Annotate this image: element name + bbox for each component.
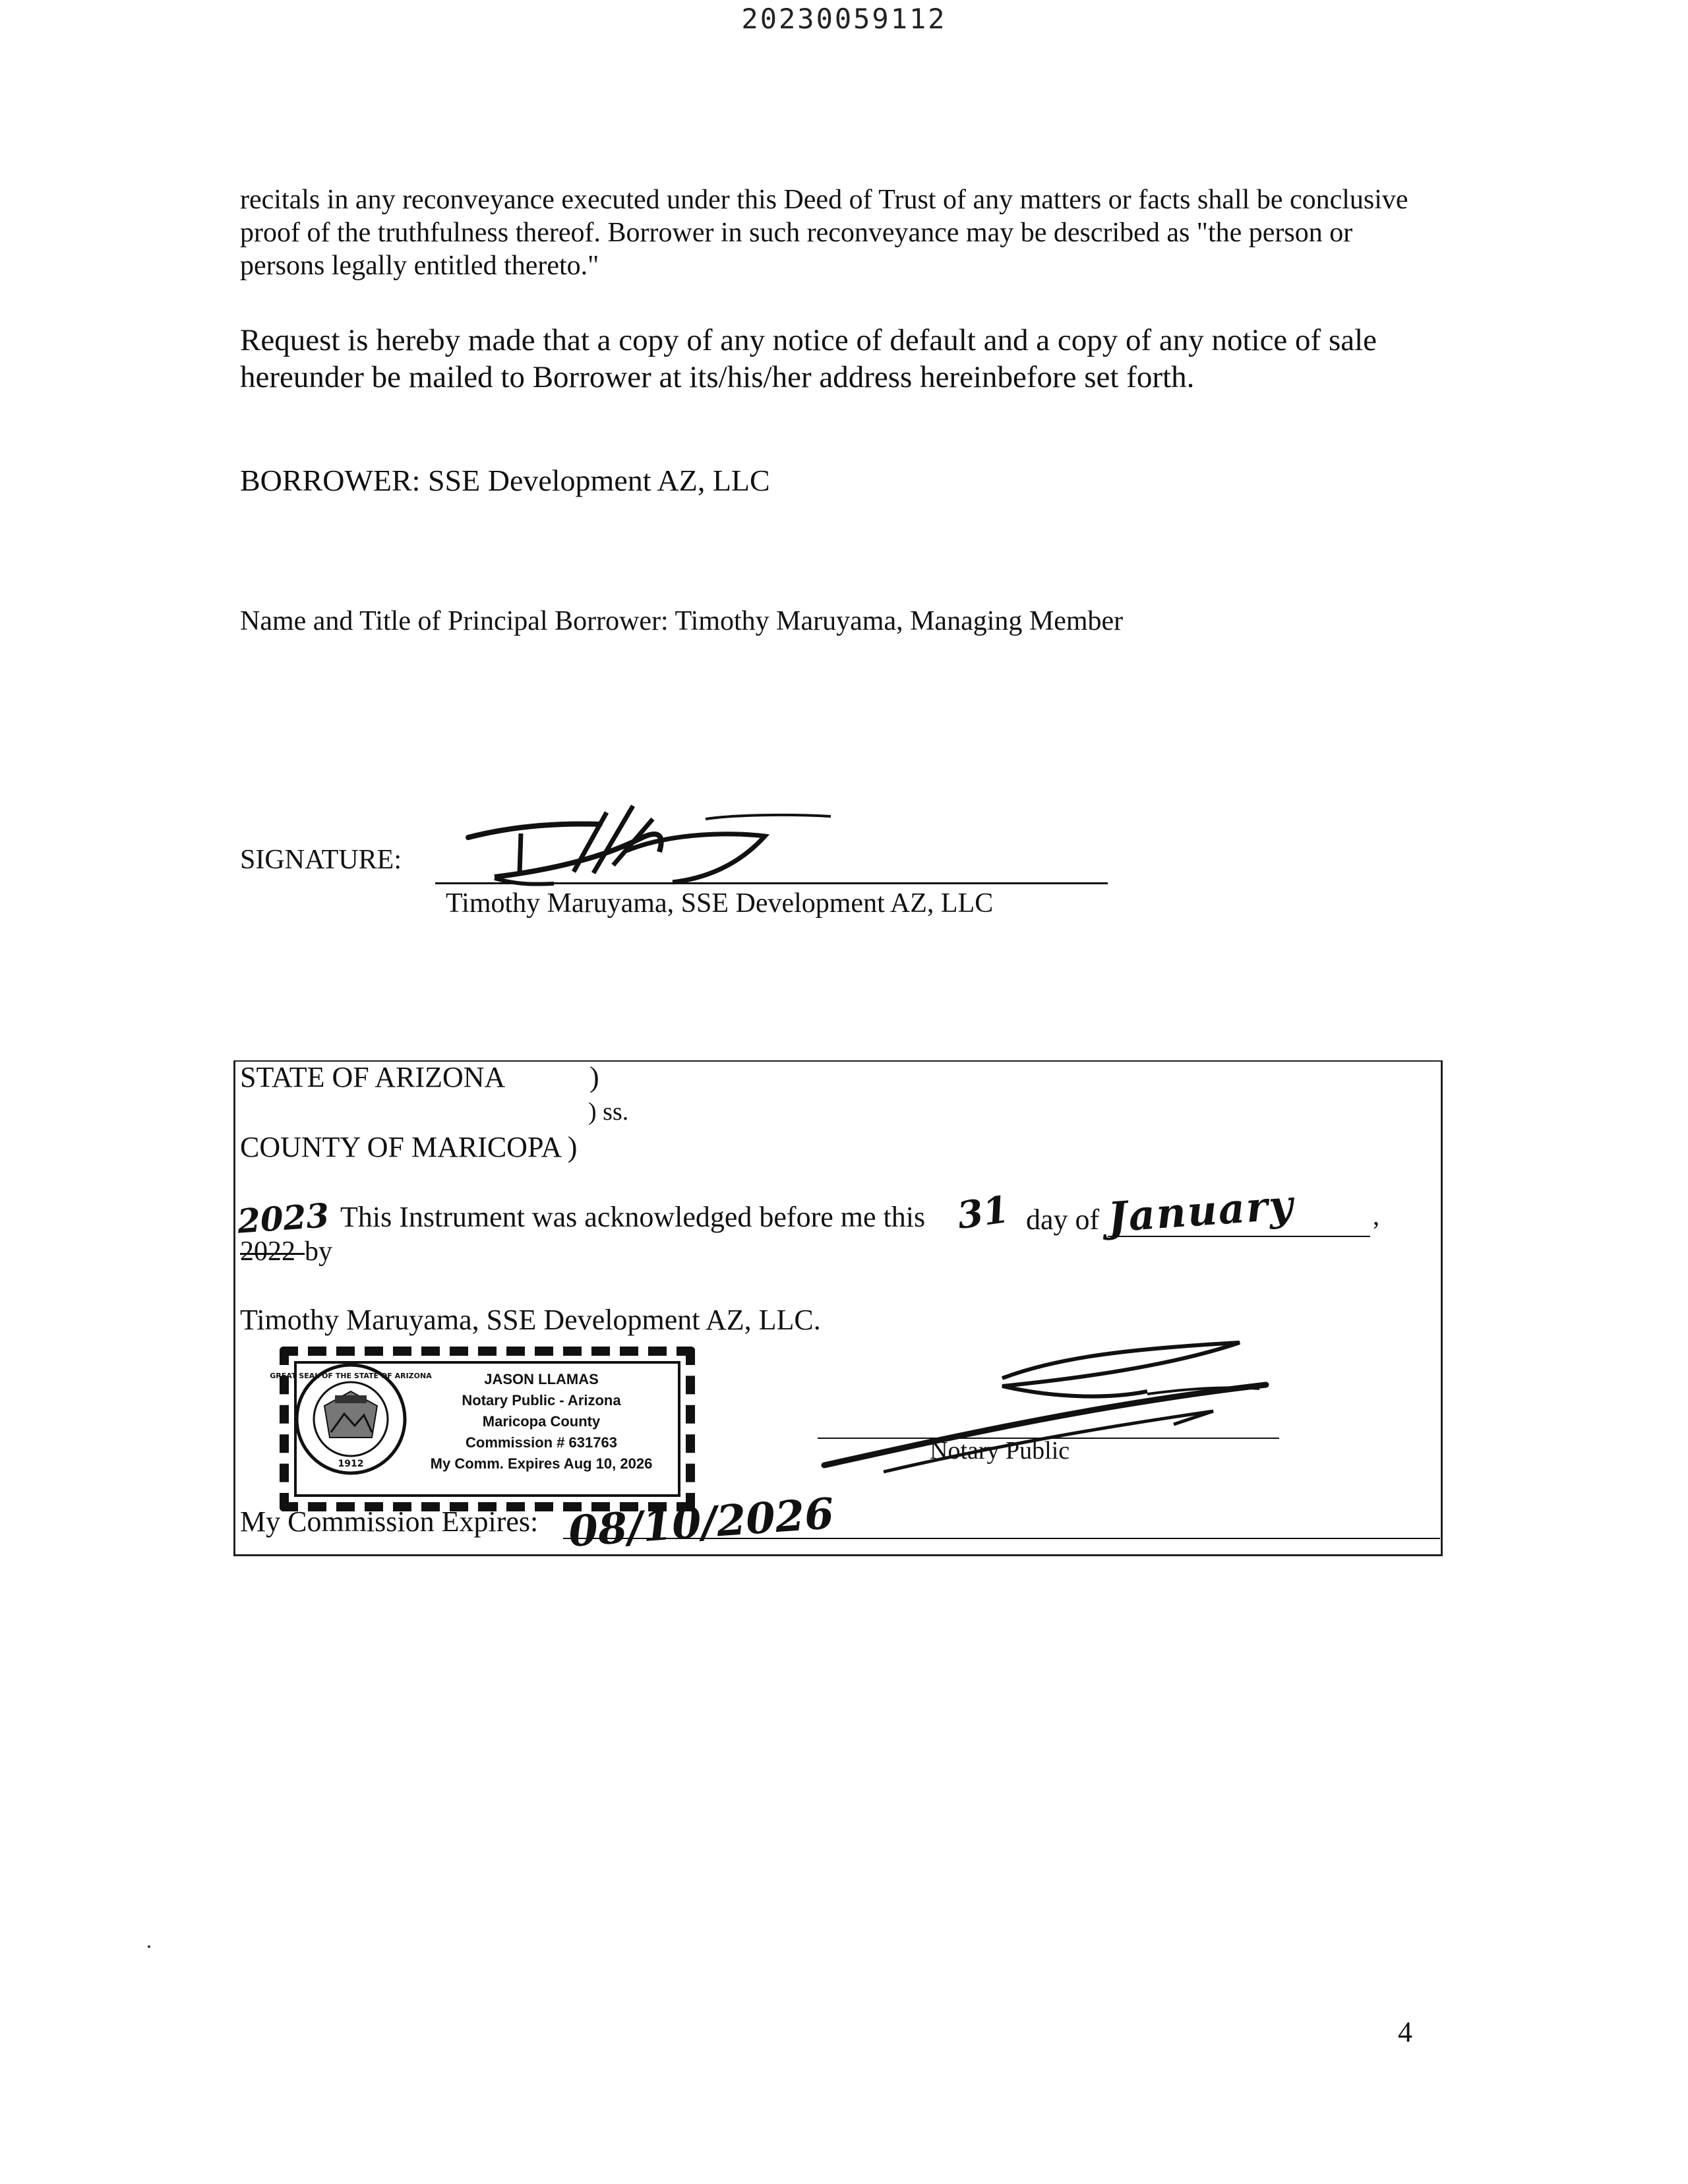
page-number: 4 [1398,2016,1412,2048]
handwritten-month: January [1106,1180,1296,1242]
recitals-paragraph: recitals in any reconveyance executed under this Deed of Trust of any matters or facts shall be conclusive proof of the truthfulness thereof. Borrower in such reconveyance may be described as "the person or persons legally entitled thereto." [240,185,1408,281]
acknowledgment-text: This Instrument was acknowledged before me this [340,1201,926,1233]
acknowledged-name: Timothy Maruyama, SSE Development AZ, LLC. [240,1304,821,1336]
by-text: by [305,1236,332,1267]
borrower-line: BORROWER: SSE Development AZ, LLC [240,464,770,497]
notary-signature-scribble [804,1325,1292,1497]
signature-printed-name: Timothy Maruyama, SSE Development AZ, LLC [446,888,994,919]
state-label: STATE OF ARIZONA [240,1061,506,1093]
document-number: 20230059112 [741,3,947,35]
scan-speck [148,1945,150,1948]
month-underline [1108,1236,1370,1237]
struck-year: 2022 [240,1236,295,1267]
seal-ring-text: GREAT SEAL OF THE STATE OF ARIZONA [270,1372,432,1380]
signature-line [435,882,1108,884]
handwritten-day: 31 [954,1187,1012,1238]
commission-expires-label: My Commission Expires: [240,1505,539,1538]
ss-label: ) ss. [588,1098,629,1126]
handwritten-year: 2023 [236,1196,331,1241]
comma: , [1373,1201,1379,1230]
notice-request-paragraph: Request is hereby made that a copy of any notice of default and a copy of any notice of sale hereunder be mailed to Borrower at its/his/her address hereinbefore set forth. [240,323,1377,394]
stamp-expires: My Comm. Expires Aug 10, 2026 [430,1455,653,1472]
notary-public-label: Notary Public [930,1437,1070,1465]
stamp-county: Maricopa County [482,1413,601,1430]
arizona-seal [270,1360,432,1478]
handwritten-expiry-date: 08/10/2026 [566,1489,836,1557]
seal-year: 1912 [338,1459,364,1469]
county-label: COUNTY OF MARICOPA ) [240,1131,578,1163]
principal-borrower-line: Name and Title of Principal Borrower: Timothy Maruyama, Managing Member [240,606,1124,636]
signature-label: SIGNATURE: [240,845,402,875]
state-paren: ) [589,1061,599,1093]
strikethrough-line [240,1253,305,1255]
stamp-title: Notary Public - Arizona [462,1392,621,1409]
stamp-notary-name: JASON LLAMAS [484,1371,599,1387]
stamp-commission: Commission # 631763 [466,1434,617,1451]
day-of-text: day of [1026,1203,1100,1236]
stamp-text [406,1369,677,1474]
